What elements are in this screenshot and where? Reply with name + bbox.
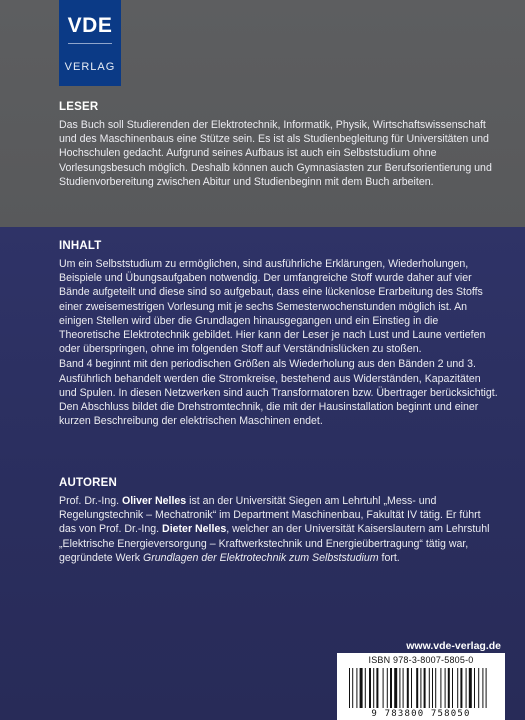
section-heading-leser: LESER bbox=[59, 101, 99, 113]
section-text-autoren bbox=[59, 494, 499, 565]
logo-vde-text: VDE bbox=[67, 14, 113, 37]
work-title: Grundlagen der Elektrotechnik zum Selbststudium bbox=[143, 551, 379, 564]
section-text-inhalt-1: Um ein Selbststudium zu ermöglichen, sind ausführliche Erklärungen, Wiederholungen, Beispiele und Übungsaufgaben notwendig. Der umfangreiche Stoff wurde daher auf vier Bände aufgeteilt und diese sind so aufgebaut, dass eine lückenlose Erarbeitung des Stoffs einer zweisemestrigen Vorlesung mit je sechs Semesterwochenstunden möglich ist. An einigen Stellen wird über die Grundlagen hinausgegangen und ein Einstieg in die Theoretische Elektrotechnik gebildet. Hier kann der Leser je nach Lust und Laune vertiefen oder überspringen, ohne im folgenden Stoff auf Verständnislücken zu stoßen. bbox=[59, 258, 486, 356]
vde-verlag-logo bbox=[59, 0, 121, 86]
isbn-barcode-box bbox=[337, 653, 505, 720]
autoren-text-part-4: fort. bbox=[378, 551, 400, 564]
author-name-dieter: Dieter Nelles bbox=[162, 523, 227, 536]
section-inhalt bbox=[59, 240, 499, 428]
logo-verlag-text: VERLAG bbox=[64, 61, 116, 73]
autoren-text-part-2: ist an der Universität Siegen am Lehrtuhl „Mess- und Regelungstechnik – Mechatronik“ im Department Maschinenbau, Fakultät IV tätig. Er führt das von Prof. Dr.-Ing. bbox=[59, 495, 481, 536]
logo-divider bbox=[68, 43, 112, 44]
section-leser bbox=[59, 101, 499, 189]
section-autoren bbox=[59, 477, 499, 565]
section-heading-autoren: AUTOREN bbox=[59, 477, 118, 489]
autoren-text-part-3: , welcher an der Universität Kaiserslautern am Lehrstuhl „Elektrische Energieversorgung – Kraftwerkstechnik und Energieübertragung“ tätig war, gegründete Werk bbox=[59, 523, 490, 564]
publisher-url[interactable]: www.vde-verlag.de bbox=[406, 640, 501, 652]
author-name-oliver: Oliver Nelles bbox=[122, 495, 187, 507]
section-heading-inhalt: INHALT bbox=[59, 240, 102, 252]
autoren-text-part-1: Prof. Dr.-Ing. bbox=[59, 495, 122, 507]
barcode-icon bbox=[349, 668, 493, 708]
section-text-inhalt-2: Band 4 beginnt mit den periodischen Größen als Wiederholung aus den Bänden 2 und 3. Ausführlich behandelt werden die Stromkreise, bestehend aus Widerständen, Kapazitäten und Spulen. In diesen Netzwerken sind auch Transformatoren bzw. Übertrager berücksichtigt. Den Abschluss bildet die Drehstromtechnik, die mit der Hausinstallation beginnt und einer kurzen Beschreibung der elektrischen Maschinen endet. bbox=[59, 358, 498, 428]
barcode-digits: 9 783800 758050 bbox=[371, 709, 471, 719]
section-text-leser: Das Buch soll Studierenden der Elektrotechnik, Informatik, Physik, Wirtschaftswissenschaft und des Maschinenbaus eine Stütze sein. Es ist als Studienbegleitung für Universitäten und Hochschulen gedacht. Aufgrund seines Aufbaus ist auch ein Selbststudium ohne Vorlesungsbesuch möglich. Deshalb können auch Gymnasiasten zur Berufsorientierung und Studienvorbereitung zwischen Abitur und Studienbeginn mit dem Buch arbeiten. bbox=[59, 119, 492, 188]
isbn-label: ISBN 978-3-8007-5805-0 bbox=[368, 655, 474, 665]
